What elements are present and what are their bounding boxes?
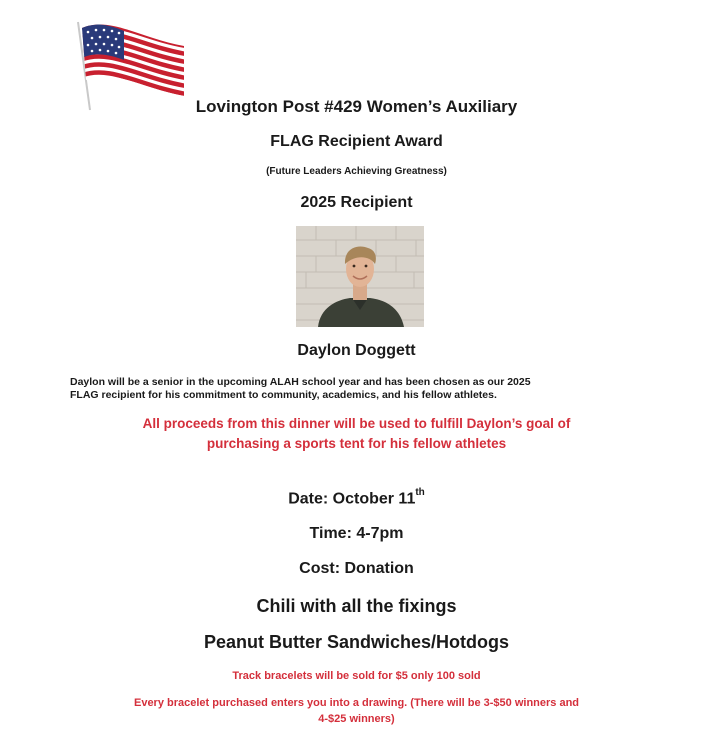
page-title: Lovington Post #429 Women’s Auxiliary bbox=[195, 97, 518, 116]
award-acronym: (Future Leaders Achieving Greatness) bbox=[266, 166, 447, 177]
recipient-photo bbox=[296, 226, 424, 327]
description-line: Daylon will be a senior in the upcoming ALAH school year and has been chosen as our 2025 bbox=[70, 376, 531, 388]
menu-item-chili: Chili with all the fixings bbox=[256, 596, 457, 616]
bracelet-notice: Track bracelets will be sold for $5 only 100 sold bbox=[232, 670, 481, 682]
event-time: Time: 4-7pm bbox=[309, 525, 404, 542]
drawing-line: Every bracelet purchased enters you into a drawing. (There will be 3-$50 winners and bbox=[133, 697, 580, 709]
date-suffix: th bbox=[415, 487, 425, 498]
event-cost: Cost: Donation bbox=[299, 560, 414, 577]
award-name: FLAG Recipient Award bbox=[270, 133, 443, 150]
drawing-notice bbox=[0, 695, 713, 727]
recipient-year: 2025 Recipient bbox=[300, 194, 413, 211]
description-line: FLAG recipient for his commitment to community, academics, and his fellow athletes. bbox=[70, 389, 497, 401]
drawing-line: 4-$25 winners) bbox=[318, 713, 395, 725]
proceeds-line: All proceeds from this dinner will be used to fulfill Daylon’s goal of bbox=[142, 416, 571, 431]
proceeds-notice bbox=[0, 414, 713, 454]
event-date bbox=[0, 489, 713, 508]
proceeds-line: purchasing a sports tent for his fellow athletes bbox=[206, 436, 507, 451]
recipient-name: Daylon Doggett bbox=[297, 342, 416, 359]
recipient-description bbox=[70, 376, 650, 402]
menu-item-sandwiches: Peanut Butter Sandwiches/Hotdogs bbox=[203, 632, 510, 652]
event-date-text: Date: October 11 bbox=[288, 490, 416, 508]
